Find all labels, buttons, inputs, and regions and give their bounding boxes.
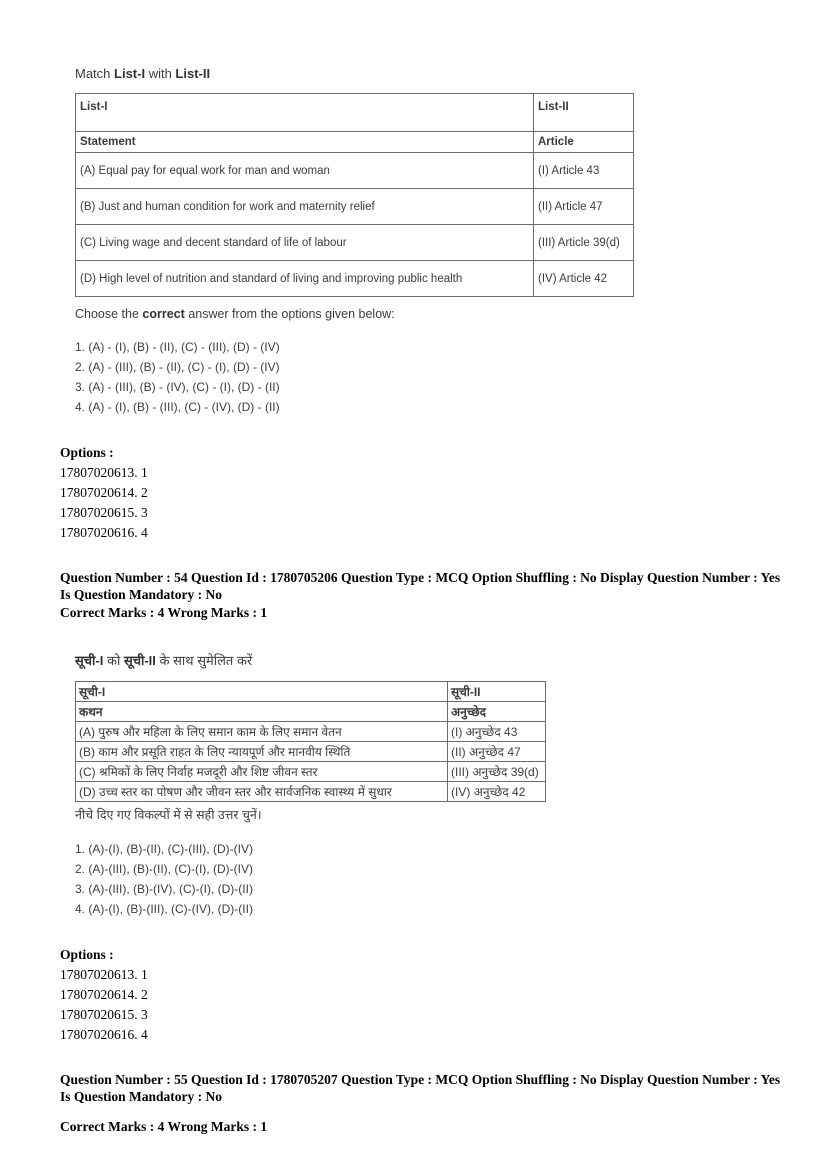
- table-row: [76, 225, 634, 261]
- option-id: 17807020615. 3: [60, 505, 148, 520]
- subheader-article: Article: [534, 132, 634, 153]
- correct-emphasis: correct: [142, 307, 185, 321]
- mcq-option-2: 2. (A) - (III), (B) - (II), (C) - (I), (D) - (IV): [75, 360, 280, 374]
- option-id: 17807020613. 1: [60, 967, 148, 982]
- list-2-label-hi: सूची-II: [123, 653, 156, 668]
- table-header-row: [76, 682, 546, 702]
- question-55-metadata: [60, 1071, 826, 1135]
- article-cell: (II) अनुच्छेद 47: [448, 742, 546, 762]
- statement-cell: (C) Living wage and decent standard of life of labour: [76, 225, 534, 261]
- article-cell: (II) Article 47: [534, 189, 634, 225]
- options-label: Options :: [60, 947, 114, 962]
- match-table-hi: [75, 681, 546, 802]
- option-id: 17807020614. 2: [60, 485, 148, 500]
- choose-prompt-en: [75, 307, 826, 321]
- choose-prompt-text: Choose the: [75, 307, 143, 321]
- col-header-list-1-hi: सूची-I: [76, 682, 448, 702]
- option-id: 17807020616. 4: [60, 1027, 148, 1042]
- question-meta-line: Is Question Mandatory : No: [60, 587, 223, 602]
- mcq-option-3: 3. (A) - (III), (B) - (IV), (C) - (I), (D) - (II): [75, 380, 280, 394]
- article-cell: (I) Article 43: [534, 153, 634, 189]
- article-cell: (III) Article 39(d): [534, 225, 634, 261]
- choose-prompt-text: answer from the options given below:: [184, 307, 395, 321]
- list-1-label-hi: सूची-I: [75, 653, 104, 668]
- match-prompt-text: Match: [75, 66, 115, 81]
- question-54-english: [75, 66, 826, 417]
- article-cell: (IV) अनुच्छेद 42: [448, 782, 546, 802]
- statement-cell: (C) श्रमिकों के लिए निर्वाह मजदूरी और शिष्ट जीवन स्तर: [76, 762, 448, 782]
- list-1-label: List-I: [114, 66, 146, 81]
- mcq-option-4: 4. (A)-(I), (B)-(III), (C)-(IV), (D)-(II): [75, 902, 253, 916]
- statement-cell: (A) Equal pay for equal work for man and woman: [76, 153, 534, 189]
- option-id-block-2: [60, 945, 826, 1045]
- table-row: [76, 782, 546, 802]
- question-meta-line: Question Number : 55 Question Id : 1780705207 Question Type : MCQ Option Shuffling : No Display Question Number : Yes: [60, 1072, 781, 1087]
- statement-cell: (A) पुरुष और महिला के लिए समान काम के लिए समान वेतन: [76, 722, 448, 742]
- statement-cell: (D) High level of nutrition and standard of living and improving public health: [76, 261, 534, 297]
- statement-cell: (B) काम और प्रसूति राहत के लिए न्यायपूर्ण और मानवीय स्थिति: [76, 742, 448, 762]
- subheader-statement: Statement: [76, 132, 534, 153]
- mcq-options-en: [75, 337, 826, 417]
- mcq-option-1: 1. (A)-(I), (B)-(II), (C)-(III), (D)-(IV): [75, 842, 253, 856]
- col-header-list-2: List-II: [534, 94, 634, 132]
- subheader-article-hi: अनुच्छेद: [448, 702, 546, 722]
- table-row: [76, 153, 634, 189]
- table-row: [76, 189, 634, 225]
- options-label: Options :: [60, 445, 114, 460]
- mcq-option-1: 1. (A) - (I), (B) - (II), (C) - (III), (D) - (IV): [75, 340, 280, 354]
- question-54-metadata: [60, 569, 826, 621]
- table-row: [76, 722, 546, 742]
- mcq-option-4: 4. (A) - (I), (B) - (III), (C) - (IV), (D) - (II): [75, 400, 280, 414]
- statement-cell: (D) उच्च स्तर का पोषण और जीवन स्तर और सार्वजनिक स्वास्थ्य में सुधार: [76, 782, 448, 802]
- match-prompt-hi: [75, 651, 826, 669]
- match-prompt-en: [75, 66, 826, 81]
- option-id-block-1: [60, 443, 826, 543]
- match-prompt-text: को: [103, 653, 124, 668]
- list-2-label: List-II: [175, 66, 211, 81]
- match-prompt-text: with: [145, 66, 176, 81]
- col-header-list-1: List-I: [76, 94, 534, 132]
- question-meta-line: Question Number : 54 Question Id : 1780705206 Question Type : MCQ Option Shuffling : No Display Question Number : Yes: [60, 570, 781, 585]
- table-row: [76, 742, 546, 762]
- mcq-option-2: 2. (A)-(III), (B)-(II), (C)-(I), (D)-(IV): [75, 862, 253, 876]
- mcq-options-hi: [75, 839, 826, 919]
- marks-line: Correct Marks : 4 Wrong Marks : 1: [60, 1119, 268, 1134]
- match-prompt-text: के साथ सुमेलित करें: [155, 653, 253, 668]
- option-id: 17807020613. 1: [60, 465, 148, 480]
- col-header-list-2-hi: सूची-II: [448, 682, 546, 702]
- statement-cell: (B) Just and human condition for work and maternity relief: [76, 189, 534, 225]
- match-table-en: [75, 93, 634, 297]
- table-subheader-row: [76, 702, 546, 722]
- table-subheader-row: [76, 132, 634, 153]
- option-id: 17807020615. 3: [60, 1007, 148, 1022]
- article-cell: (IV) Article 42: [534, 261, 634, 297]
- table-row: [76, 261, 634, 297]
- marks-line: Correct Marks : 4 Wrong Marks : 1: [60, 605, 268, 620]
- question-meta-line: Is Question Mandatory : No: [60, 1089, 223, 1104]
- choose-prompt-hi: नीचे दिए गए विकल्पों में से सही उत्तर चुनें।: [75, 808, 262, 822]
- article-cell: (III) अनुच्छेद 39(d): [448, 762, 546, 782]
- table-row: [76, 762, 546, 782]
- question-54-hindi: [75, 651, 826, 919]
- table-header-row: [76, 94, 634, 132]
- option-id: 17807020614. 2: [60, 987, 148, 1002]
- mcq-option-3: 3. (A)-(III), (B)-(IV), (C)-(I), (D)-(II): [75, 882, 253, 896]
- article-cell: (I) अनुच्छेद 43: [448, 722, 546, 742]
- subheader-statement-hi: कथन: [76, 702, 448, 722]
- option-id: 17807020616. 4: [60, 525, 148, 540]
